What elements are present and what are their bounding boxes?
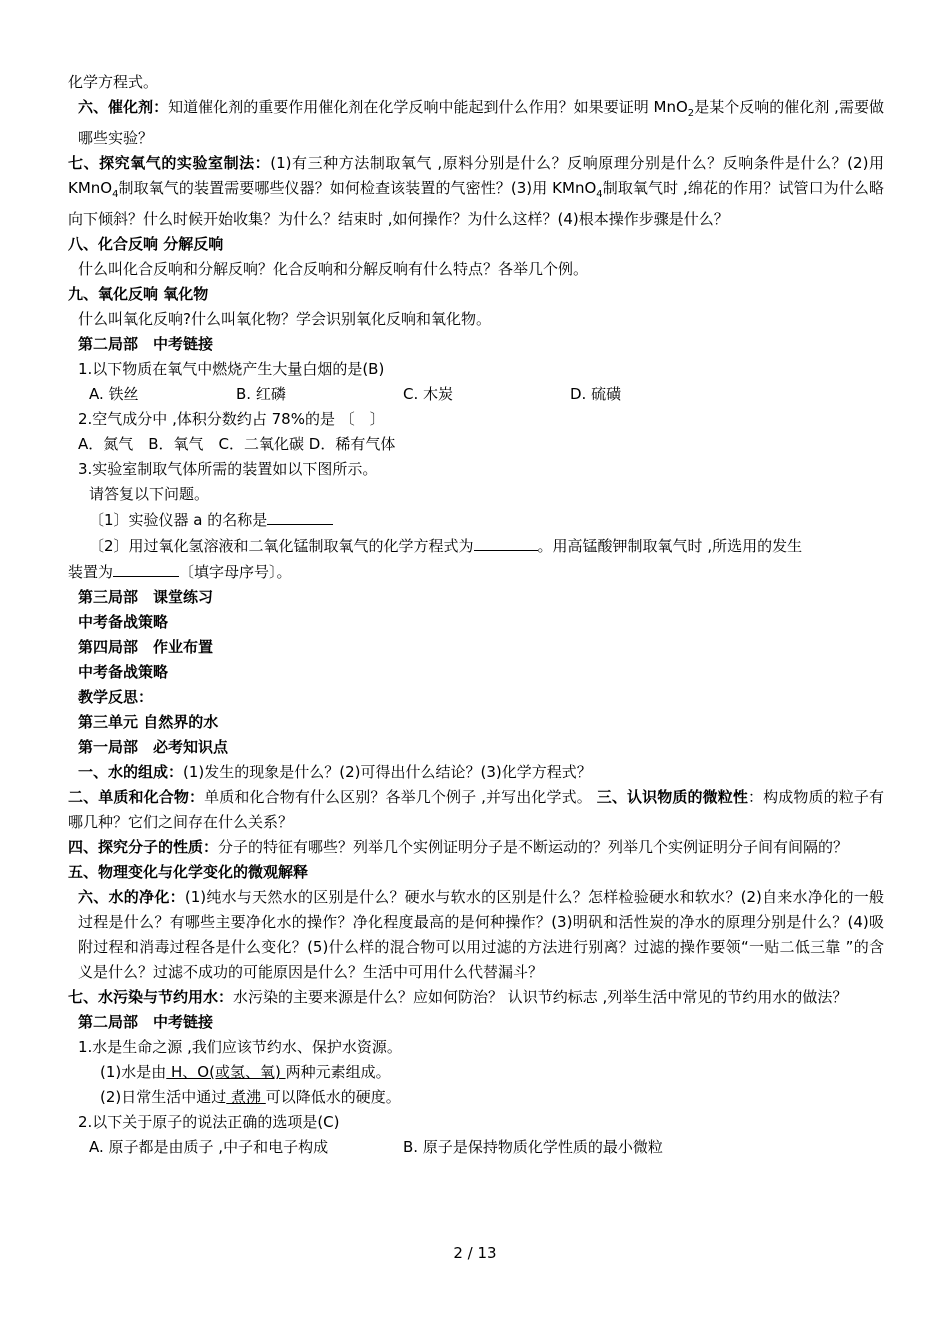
option-c: C. 木炭 xyxy=(403,385,454,403)
subscript: 4 xyxy=(596,189,603,200)
section-text: 分子的特征有哪些？列举几个实例证明分子是不断运动的？列举几个实例证明分子间有间隔的？ xyxy=(218,838,849,856)
option-a: A. 铁丝 xyxy=(89,385,139,403)
text-line: 什么叫化合反响和分解反响？化合反响和分解反响有什么特点？各举几个例。 xyxy=(78,260,589,278)
section-text: ：构成物质的粒子有哪几种？它们之间存在什么关系？ xyxy=(68,788,884,831)
section-text: 是某个反响的催化剂 ,需要做哪些实验？ xyxy=(78,98,884,147)
question-1-options xyxy=(68,382,884,407)
water-question-1: 1.水是生命之源 ,我们应该节约水、保护水资源。 xyxy=(78,1038,402,1056)
part-heading xyxy=(68,332,884,357)
question-text: (1)水是由 xyxy=(100,1063,167,1081)
unit-heading xyxy=(68,710,884,735)
heading-text: 第三局部 课堂练习 xyxy=(78,588,214,606)
section-text: 单质和化合物有什么区别？各举几个例子 ,并写出化学式。 xyxy=(204,788,597,806)
question-text: 〔填字母序号〕。 xyxy=(179,563,292,581)
option-d: D. 硫磺 xyxy=(570,385,622,403)
question-3-part-1 xyxy=(68,507,884,533)
section-text: (1)发生的现象是什么？(2)可得出什么结论？(3)化学方程式？ xyxy=(183,763,592,781)
question-text: (2)日常生活中通过 xyxy=(100,1088,227,1106)
heading-text: 五、物理变化与化学变化的微观解释 xyxy=(68,863,309,881)
question-2-options: A．氮气 B．氧气 C．二氧化碳 D．稀有气体 xyxy=(78,435,396,453)
heading-text: 中考备战策略 xyxy=(78,613,169,631)
option-b: B. 原子是保持物质化学性质的最小微粒 xyxy=(403,1138,663,1156)
section-text: 制取氧气的装置需要哪些仪器？如何检查该装置的气密性？(3)用 KMnO xyxy=(118,179,597,197)
heading-text: 教学反思： xyxy=(78,688,154,706)
part-heading xyxy=(68,1010,884,1035)
heading-text: 第一局部 必考知识点 xyxy=(78,738,229,756)
question-3: 3.实验室制取气体所需的装置如以下图所示。 xyxy=(78,460,378,478)
question-text: 两种元素组成。 xyxy=(285,1063,391,1081)
section-molecule-properties xyxy=(68,835,884,860)
question-text: 装置为 xyxy=(68,563,114,581)
heading-text: 第二局部 中考链接 xyxy=(78,335,214,353)
water-question-2-options xyxy=(68,1135,884,1160)
section-heading: 六、催化剂： xyxy=(78,98,169,116)
section-water-composition xyxy=(68,760,884,785)
water-question-1-part-2 xyxy=(68,1085,884,1110)
part-heading xyxy=(68,735,884,760)
heading-text: 第二局部 中考链接 xyxy=(78,1013,214,1031)
section-text: (1)有三种方法制取氧气 ,原料分别是什么？反响原理分别是什么？反响条件是什么？(2)用 KMnO xyxy=(68,154,884,197)
section-heading xyxy=(68,232,884,257)
strategy-heading xyxy=(68,660,884,685)
section-heading: 七、水污染与节约用水： xyxy=(68,988,234,1006)
section-text: 知道催化剂的重要作用催化剂在化学反响中能起到什么作用？如果要证明 MnO xyxy=(168,98,688,116)
section-catalyst xyxy=(68,95,884,151)
section-oxygen-lab xyxy=(68,151,884,232)
text-line: 化学方程式。 xyxy=(68,73,159,91)
heading-text: 九、氧化反响 氧化物 xyxy=(68,285,209,303)
text-line: 什么叫氧化反响?什么叫氧化物？学会识别氧化反响和氧化物。 xyxy=(78,310,491,328)
section-heading: 四、探究分子的性质： xyxy=(68,838,219,856)
filled-answer: 煮沸 xyxy=(226,1088,266,1106)
section-heading: 三、认识物质的微粒性 xyxy=(596,788,748,806)
question-3-part-2 xyxy=(68,533,884,559)
reflection-heading xyxy=(68,685,884,710)
heading-text: 八、化合反响 分解反响 xyxy=(68,235,224,253)
section-text: (1)纯水与天然水的区别是什么？硬水与软水的区别是什么？怎样检验硬水和软水？(2)自来水净化的一般过程是什么？有哪些主要净化水的操作？净化程度最高的是何种操作？(3)明矾和活性炭的净水的原理分别是什么？(4)吸附过程和消毒过程各是什么变化？(5)什么样的混合物可以用过滤的方法进行别离？过滤的操作要领“一贴二低三靠 ”的含义是什么？过滤不成功的可能原因是什么？生活中可用什么代替漏斗？ xyxy=(78,888,884,981)
answer-blank xyxy=(113,559,179,577)
option-a: A. 原子都是由质子 ,中子和电子构成 xyxy=(89,1138,329,1156)
question-1: 1.以下物质在氧气中燃烧产生大量白烟的是(B) xyxy=(78,360,385,378)
section-heading xyxy=(68,860,884,885)
section-heading: 六、水的净化： xyxy=(78,888,185,906)
question-text: 〔1〕实验仪器 a 的名称是 xyxy=(89,511,268,529)
answer-blank xyxy=(474,533,538,551)
section-water-purification xyxy=(68,885,884,985)
heading-text: 中考备战策略 xyxy=(78,663,169,681)
strategy-heading xyxy=(68,610,884,635)
heading-text: 第三单元 自然界的水 xyxy=(78,713,219,731)
subscript: 2 xyxy=(687,108,695,119)
question-text: 。用高锰酸钾制取氧气时 ,所选用的发生 xyxy=(537,537,803,555)
part-heading xyxy=(68,635,884,660)
answer-blank xyxy=(267,507,333,525)
page-number: 2 / 13 xyxy=(453,1244,497,1262)
section-heading: 七、探究氧气的实验室制法： xyxy=(68,154,271,172)
section-text: 水污染的主要来源是什么？应如何防治？ 认识节约标志 ,列举生活中常见的节约用水的做法？ xyxy=(233,988,848,1006)
question-text: 〔2〕用过氧化氢溶液和二氧化锰制取氧气的化学方程式为 xyxy=(89,537,474,555)
section-text: 制取氧气时 ,绵花的作用？试管口为什么略向下倾斜？什么时候开始收集？为什么？结束时 ,如何操作？为什么这样？(4)根本操作步骤是什么？ xyxy=(68,179,884,228)
section-elements-compounds xyxy=(68,785,884,835)
question-3-prompt: 请答复以下问题。 xyxy=(89,485,210,503)
part-heading xyxy=(68,585,884,610)
water-question-2: 2.以下关于原子的说法正确的选项是(C) xyxy=(78,1113,340,1131)
filled-answer: H、O(或氢、氧) xyxy=(166,1063,286,1081)
section-heading xyxy=(68,282,884,307)
subscript: 4 xyxy=(112,189,119,200)
section-heading: 一、水的组成： xyxy=(78,763,184,781)
document-body xyxy=(68,70,884,1160)
question-2: 2.空气成分中 ,体积分数约占 78%的是 〔 〕 xyxy=(78,410,385,428)
section-heading: 二、单质和化合物： xyxy=(68,788,205,806)
question-text: 可以降低水的硬度。 xyxy=(265,1088,401,1106)
question-3-part-2-cont xyxy=(68,559,884,585)
section-water-pollution xyxy=(68,985,884,1010)
option-b: B. 红磷 xyxy=(236,385,286,403)
heading-text: 第四局部 作业布置 xyxy=(78,638,214,656)
water-question-1-part-1 xyxy=(68,1060,884,1085)
